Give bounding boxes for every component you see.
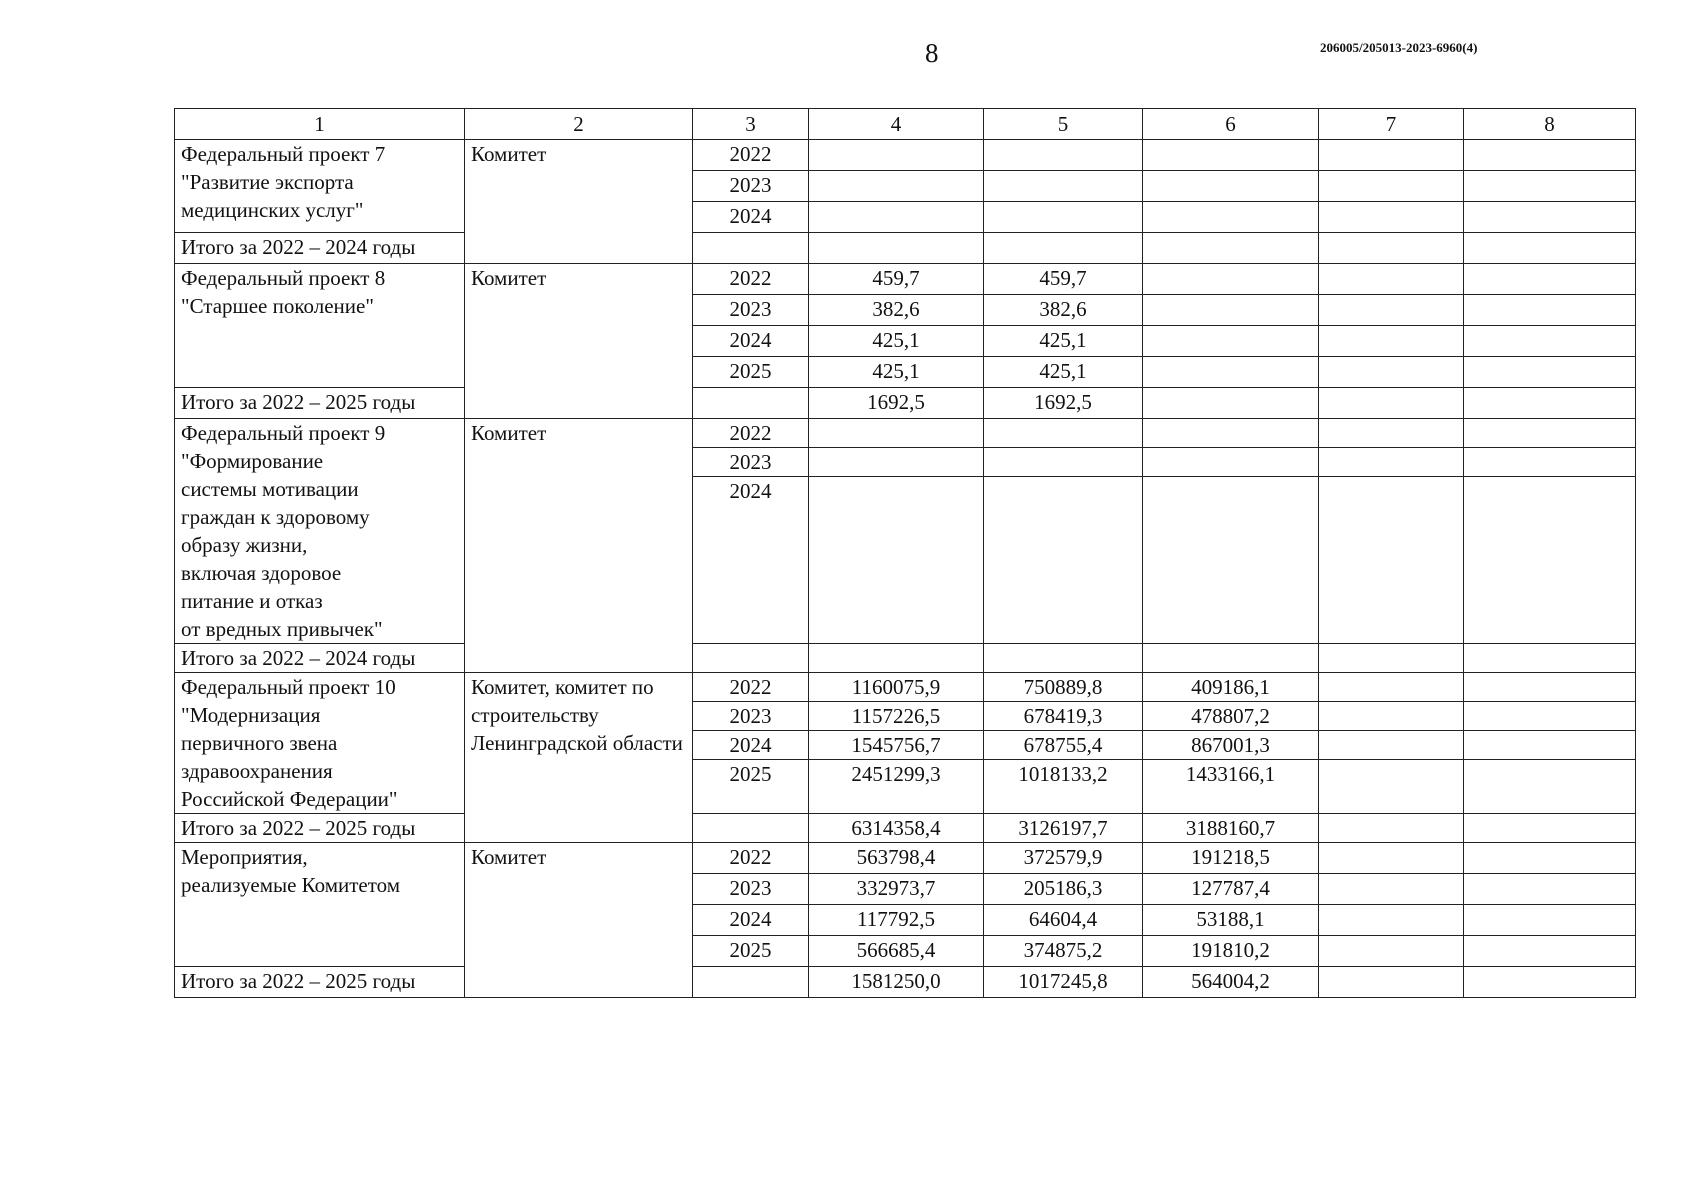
total-value [984,644,1143,673]
total-value [1143,644,1319,673]
value-cell [984,419,1143,448]
total-value [1464,967,1636,998]
value-cell [1464,171,1636,202]
value-cell: 2451299,3 [809,760,984,814]
value-cell [809,448,984,477]
table-row [175,140,1636,171]
year-cell: 2025 [693,760,809,814]
value-cell [1143,477,1319,644]
value-cell [1143,295,1319,326]
page-number: 8 [925,38,939,68]
value-cell: 563798,4 [809,843,984,874]
value-cell [1464,477,1636,644]
value-cell: 374875,2 [984,936,1143,967]
executor-cell [465,673,693,843]
value-cell [1464,874,1636,905]
total-value [1464,644,1636,673]
value-cell [1319,673,1464,702]
total-value [1319,967,1464,998]
project-name: Федеральный проект 7 "Развитие экспорта медицинских услуг" [181,142,386,222]
value-cell [1143,326,1319,357]
value-cell [809,202,984,233]
project-name-cell [175,264,465,388]
year-cell: 2023 [693,702,809,731]
header-row [175,109,1636,140]
value-cell [1319,357,1464,388]
value-cell [1319,140,1464,171]
value-cell: 382,6 [984,295,1143,326]
value-cell: 205186,3 [984,874,1143,905]
value-cell: 1545756,7 [809,731,984,760]
value-cell [1464,673,1636,702]
year-cell: 2024 [693,477,809,644]
value-cell [1143,264,1319,295]
value-cell [1464,905,1636,936]
year-cell: 2025 [693,357,809,388]
total-row [175,814,1636,843]
value-cell: 425,1 [984,326,1143,357]
value-cell: 1157226,5 [809,702,984,731]
value-cell [1319,171,1464,202]
value-cell: 1018133,2 [984,760,1143,814]
value-cell [1143,419,1319,448]
total-value [1464,233,1636,264]
column-header: 5 [984,109,1143,140]
total-value [1143,233,1319,264]
value-cell [1319,936,1464,967]
executor: Комитет [471,266,547,290]
total-value [1319,388,1464,419]
total-value [1319,814,1464,843]
value-cell [1464,202,1636,233]
value-cell [984,448,1143,477]
value-cell [984,140,1143,171]
column-header: 1 [175,109,465,140]
value-cell: 372579,9 [984,843,1143,874]
total-value: 3188160,7 [1143,814,1319,843]
total-label: Итого за 2022 – 2025 годы [175,814,465,843]
value-cell [1143,140,1319,171]
value-cell [1319,731,1464,760]
year-cell: 2022 [693,843,809,874]
year-cell: 2024 [693,202,809,233]
value-cell: 127787,4 [1143,874,1319,905]
column-header: 8 [1464,109,1636,140]
value-cell: 332973,7 [809,874,984,905]
value-cell [1319,874,1464,905]
total-label: Итого за 2022 – 2024 годы [175,644,465,673]
executor-cell [465,419,693,673]
value-cell [1319,760,1464,814]
table-row [175,264,1636,295]
value-cell [1464,140,1636,171]
value-cell: 459,7 [984,264,1143,295]
column-header: 7 [1319,109,1464,140]
executor-cell [465,140,693,264]
total-value [1143,388,1319,419]
total-label: Итого за 2022 – 2025 годы [175,388,465,419]
budget-table [174,108,1636,998]
value-cell: 53188,1 [1143,905,1319,936]
executor-cell [465,264,693,419]
value-cell [1464,731,1636,760]
value-cell: 750889,8 [984,673,1143,702]
column-header: 6 [1143,109,1319,140]
value-cell [1319,264,1464,295]
project-name-cell [175,673,465,814]
year-cell [693,967,809,998]
value-cell: 191810,2 [1143,936,1319,967]
year-cell [693,388,809,419]
column-header: 4 [809,109,984,140]
column-header: 2 [465,109,693,140]
year-cell: 2023 [693,874,809,905]
value-cell [1319,448,1464,477]
executor: Комитет, комитет по строительству Ленинградской области [471,675,683,755]
total-value [1319,644,1464,673]
value-cell: 566685,4 [809,936,984,967]
total-value: 1017245,8 [984,967,1143,998]
executor: Комитет [471,421,547,445]
value-cell: 117792,5 [809,905,984,936]
total-value [1319,233,1464,264]
value-cell [1319,702,1464,731]
value-cell [1319,905,1464,936]
year-cell: 2023 [693,295,809,326]
value-cell: 382,6 [809,295,984,326]
value-cell [1319,843,1464,874]
value-cell [1319,477,1464,644]
project-name: Федеральный проект 9 "Формирование системы мотивации граждан к здоровому образу жизни, включая здоровое питание и отказ от вредных привычек" [181,421,386,641]
total-value: 6314358,4 [809,814,984,843]
value-cell [1464,760,1636,814]
year-cell: 2024 [693,326,809,357]
year-cell: 2022 [693,140,809,171]
value-cell [1464,702,1636,731]
executor: Комитет [471,142,547,166]
value-cell: 459,7 [809,264,984,295]
total-value [1464,814,1636,843]
total-value: 1581250,0 [809,967,984,998]
value-cell [1464,843,1636,874]
value-cell [1143,202,1319,233]
year-cell: 2023 [693,448,809,477]
value-cell: 1433166,1 [1143,760,1319,814]
value-cell [809,140,984,171]
value-cell [1464,936,1636,967]
table-row [175,843,1636,874]
value-cell [984,477,1143,644]
total-value: 3126197,7 [984,814,1143,843]
year-cell: 2022 [693,419,809,448]
value-cell [1464,419,1636,448]
value-cell: 425,1 [984,357,1143,388]
value-cell [1143,448,1319,477]
total-value [1464,388,1636,419]
project-name-cell [175,419,465,644]
project-name: Федеральный проект 8 "Старшее поколение" [181,266,386,318]
value-cell [809,171,984,202]
year-cell: 2025 [693,936,809,967]
value-cell: 678419,3 [984,702,1143,731]
total-label: Итого за 2022 – 2024 годы [175,233,465,264]
year-cell [693,644,809,673]
total-value: 564004,2 [1143,967,1319,998]
value-cell [1464,264,1636,295]
value-cell [1319,202,1464,233]
total-row [175,388,1636,419]
value-cell [1464,295,1636,326]
value-cell [1464,326,1636,357]
value-cell: 64604,4 [984,905,1143,936]
value-cell [1143,357,1319,388]
total-value: 1692,5 [984,388,1143,419]
value-cell [984,202,1143,233]
total-row [175,233,1636,264]
project-name-cell [175,843,465,967]
value-cell: 678755,4 [984,731,1143,760]
year-cell: 2023 [693,171,809,202]
year-cell: 2024 [693,731,809,760]
value-cell [809,477,984,644]
total-row [175,967,1636,998]
value-cell [1464,357,1636,388]
project-name: Мероприятия, реализуемые Комитетом [181,845,401,897]
year-cell [693,233,809,264]
total-value: 1692,5 [809,388,984,419]
value-cell: 1160075,9 [809,673,984,702]
project-name: Федеральный проект 10 "Модернизация первичного звена здравоохранения Российской Федерации" [181,675,398,811]
year-cell: 2024 [693,905,809,936]
value-cell: 425,1 [809,326,984,357]
executor-cell [465,843,693,998]
document-code: 206005/205013-2023-6960(4) [1320,40,1478,55]
total-value [984,233,1143,264]
value-cell [1464,448,1636,477]
column-header: 3 [693,109,809,140]
project-name-cell [175,140,465,233]
year-cell: 2022 [693,673,809,702]
table-row [175,673,1636,702]
value-cell [1319,295,1464,326]
executor: Комитет [471,845,547,869]
value-cell [1143,171,1319,202]
value-cell [1319,326,1464,357]
value-cell: 867001,3 [1143,731,1319,760]
total-label: Итого за 2022 – 2025 годы [175,967,465,998]
table-row [175,419,1636,448]
value-cell [984,171,1143,202]
value-cell: 478807,2 [1143,702,1319,731]
value-cell [1319,419,1464,448]
total-value [809,644,984,673]
value-cell: 191218,5 [1143,843,1319,874]
value-cell: 409186,1 [1143,673,1319,702]
total-row [175,644,1636,673]
year-cell: 2022 [693,264,809,295]
total-value [809,233,984,264]
value-cell: 425,1 [809,357,984,388]
year-cell [693,814,809,843]
value-cell [809,419,984,448]
